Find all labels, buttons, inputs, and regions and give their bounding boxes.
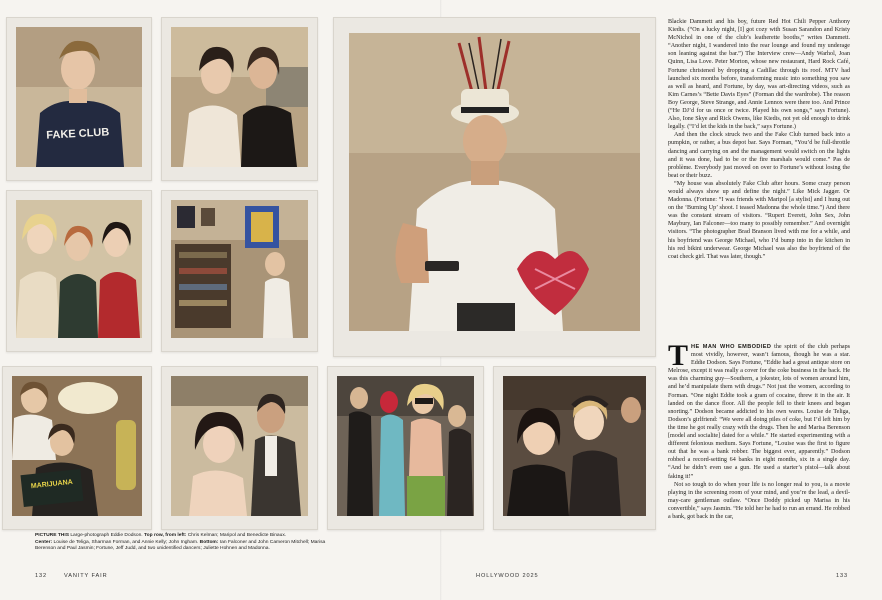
photo-louise-sharman-annie: [16, 200, 142, 338]
caption-label-center: Center:: [35, 539, 53, 545]
article-paragraph-4-lead: HE MAN WHO EMBODIED: [691, 344, 772, 350]
photo-berenson-jasmin: [171, 376, 308, 516]
caption-center: Louise de Teliga, Sharman Forman, and Annie Kelly; John Ingham.: [52, 539, 200, 545]
polaroid-eddie-dodson: [333, 17, 656, 357]
photo-eddie-dodson: [349, 33, 640, 331]
polaroid-hohnen-madonna: [493, 366, 656, 530]
polaroid-falconer-mitchell: [2, 366, 152, 530]
caption-label-bottom: Bottom:: [199, 539, 219, 545]
folio-right-number: 133: [836, 573, 849, 579]
photo-chris-kelman: [16, 27, 142, 167]
marijuana-book-text: MARIJUANA: [30, 478, 74, 491]
photo-falconer-mitchell: [12, 376, 142, 516]
polaroid-berenson-jasmin: [161, 366, 318, 530]
article-paragraph-2: And then the clock struck two and the Fake Club turned back into a pumpkin, or rather, a bus depot bar. Says Forman, “You’d be full-throttle dancing and carrying on and the management would switch on the lights and it was done, had to be or the fire marshals would come.” Pas de problème. Everybody just moved on over to Fortune’s without losing the beat or their buzz.: [668, 132, 850, 179]
polaroid-fortune-judd-dancers: [327, 366, 484, 530]
polaroid-chris-kelman: [6, 17, 152, 181]
article-paragraph-4: [668, 343, 850, 481]
polaroid-maripol-benedicte: [161, 17, 318, 181]
article-column-bottom: [668, 343, 850, 567]
caption-label-picture: PICTURE THIS: [35, 533, 69, 538]
caption-label-top: Top row, from left:: [144, 533, 187, 538]
folio-left-magazine: VANITY FAIR: [64, 573, 108, 579]
polaroid-louise-sharman-annie: [6, 190, 152, 352]
photo-maripol-benedicte: [171, 27, 308, 167]
article-column-top: [668, 18, 850, 332]
caption-top: Chris Kelman; Maripol and Benedicte Binaux.: [186, 533, 287, 538]
photo-caption: [35, 533, 335, 553]
fake-club-shirt-text: FAKE CLUB: [46, 126, 110, 142]
article-paragraph-5: Not so tough to do when your life is no longer real to you, is a movie playing in the screening room of your mind, and you’re the lead, a devil-may-care gentleman outlaw. “Once Doddy picked up Marisa in his convertible,” says Jasmin. “He told her he had to run an errand. He robbed a bank, got back in the car,: [668, 481, 850, 520]
folio-issue: HOLLYWOOD 2025: [476, 573, 539, 579]
article-paragraph-1: Blackie Dammett and his boy, future Red Hot Chili Pepper Anthony Kiedis. (“On a lucky night, [I] got cozy with Susan Sarandon and Kristy McNichol in one of the club’s leatherette booths,” writes Dammett. “Another night, I wandered into the rear lounge and found my underage son leaning against the bar.”) The Interview crew—Andy Warhol, Joan Quinn, Lisa Love. Peter Morton, whose new restaurant, Hard Rock Café, Fortune christened by dropping a Cadillac through its roof. MTV had launched six months before, transforming music into something you saw as well as heard, and Fortune, by day, was art-directing videos, such as Kim Carnes’s “Bette Davis Eyes” (Forman did the wardrobe). The reason Boy George, Steve Strange, and Annie Lennox were there too. And Prince (“He DJ’d for us once or twice. Played his own songs,” says Fortune). Also, Ione Skye and Rick Owens, like Kiedis, not yet old enough to drink legally. (“I’d let the kids in the back,” says Fortune.): [668, 19, 850, 131]
polaroid-john-ingham: [161, 190, 318, 352]
article-paragraph-3: “My house was absolutely Fake Club after hours. Some crazy person would always show up and define the night.” Like Mick Jagger. Or Madonna. (Fortune: “I was friends with Maripol [a stylist] and I hung out on the ‘Burning Up’ shoot. I teased Madonna the whole time.”) And there was the constant stream of visitors. “Rupert Everett, John Sex, John Maybury, Ian Falconer—too many to possibly remember.” And overnight visitors. “The photographer Brad Branson lived with me for a while, and his boyfriend was George Michael, who I’d bump into in the kitchen in his red bikini underwear. George Michael was also the boyfriend of the coat check girl. That was later, though.”: [668, 180, 850, 260]
caption-bottom: Ian Falconer and John Cameron Mitchell; Marisa Berenson and Paul Jasmin; Fortune, Jeff Judd, and two unidentified dancers; Juliette Hohnen and Madonna.: [35, 539, 326, 552]
caption-intro: Large-photograph Eddie Dodson.: [68, 533, 145, 538]
folio-left-number: 132: [35, 573, 48, 579]
article-paragraph-4-text: the spirit of the club perhaps most vividly, however, wasn’t famous, though he was a star. Eddie Dodson. Says Fortune, “Eddie had a great antique store on Melrose, except it was really a cover for the coke business in the back. He was this charming guy—Southern, a jokester, lots of women around him, and he’d manipulate them with drugs.” Not just the women, according to Forman. “One night Eddie took a gram of cocaine, threw it in the air. It landed on the dance floor. All the people fell to their knees and began snorting.” Dodson became addicted to his own wares. Louise de Teliga, Dodson’s girlfriend: “We were all doing piles of coke, but I’d left him by the time he got really crazy with the drugs. Then he and Marisa Berenson [model and socialite] dated for a while.” He started experimenting with a different felonious medium. Says Fortune, “Louise was the first to figure out that he was a bank robber. The biggest ever, apparently.” Dodson robbed a record-setting 64 banks in eight months, six in a single day. “And he didn’t even use a gun. He used a starter’s pistol—talk about faking it!”: [668, 344, 850, 480]
photo-fortune-judd-dancers: [337, 376, 474, 516]
photo-hohnen-madonna: [503, 376, 646, 516]
photo-john-ingham: [171, 200, 308, 338]
drop-cap: T: [668, 343, 689, 372]
